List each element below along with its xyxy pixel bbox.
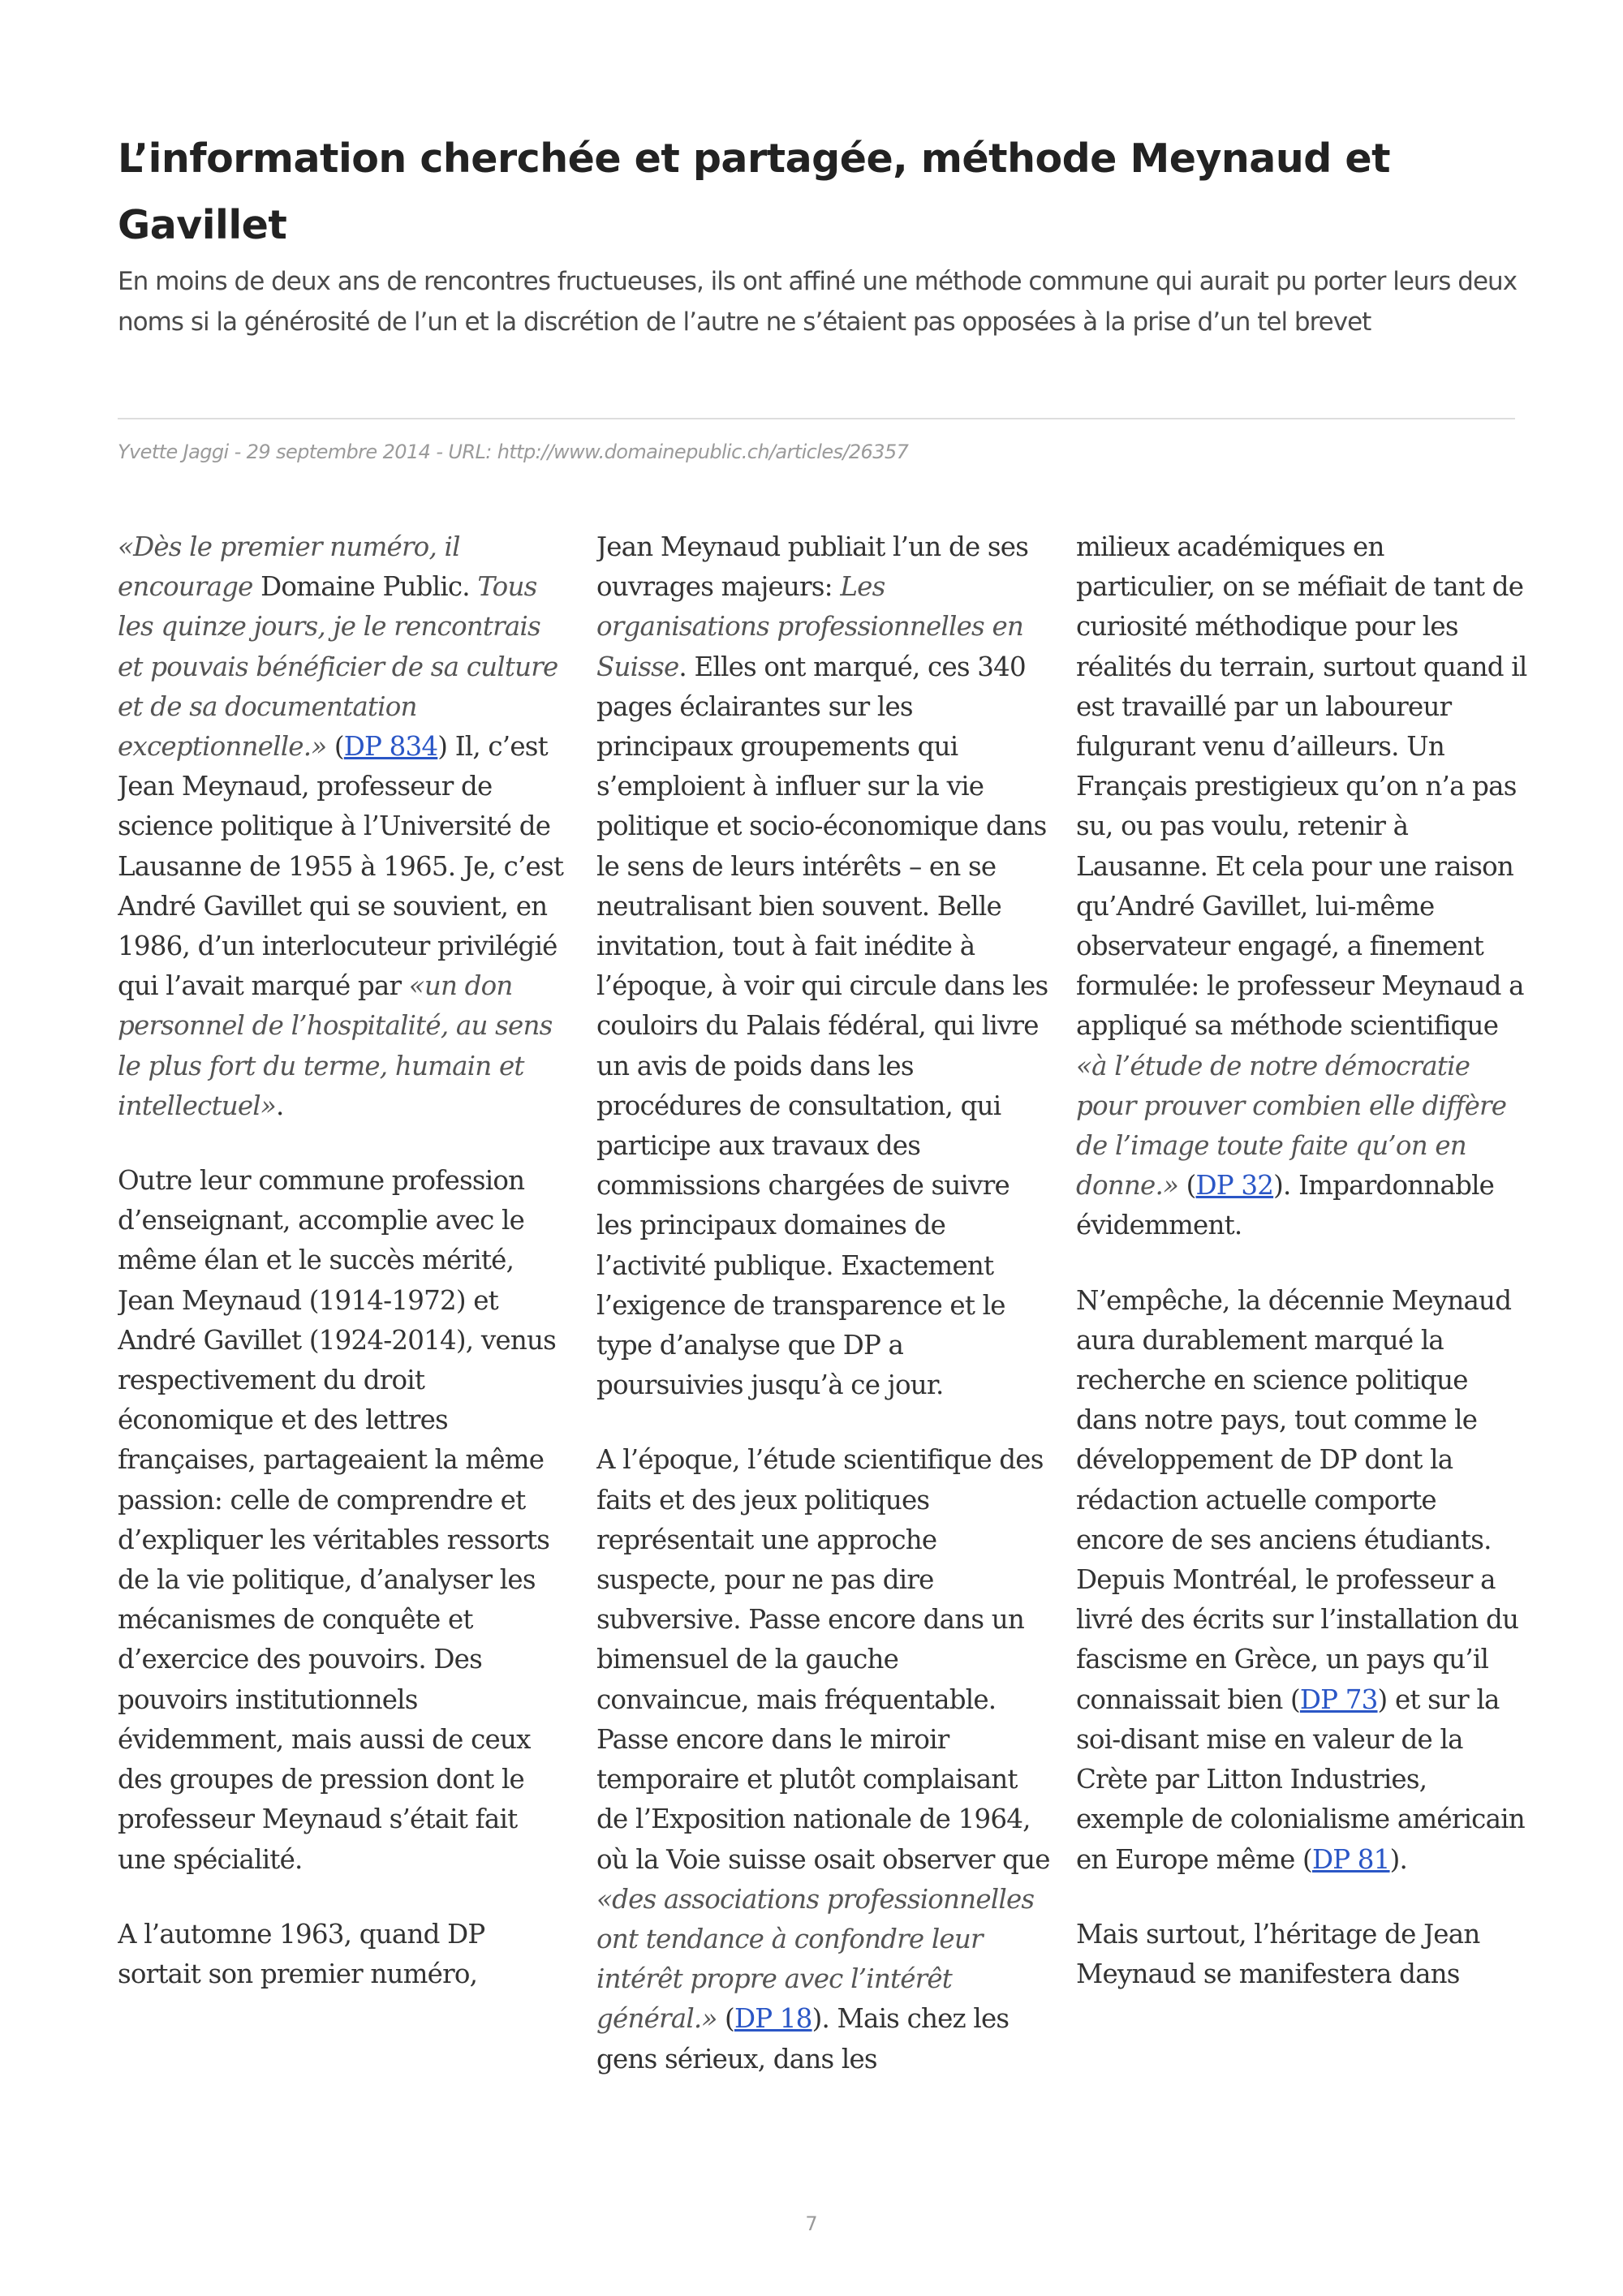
text-span: ). [1389, 1843, 1407, 1875]
text-span: ( [717, 2003, 734, 2035]
text-span: milieux académiques en particulier, on se méfiait de tant de curiosité méthodique pour les réalités du terrain, surtout quand il est travaillé par un laboureur fulgurant venu d’ailleurs. Un Français prestigieux qu’on n’a pas su, ou pas voulu, retenir à Lausanne. Et cela pour une raison qu’André Gavillet, lui-même observateur engagé, a finement formulée: le professeur Meynaud a appliqué sa méthode scientifique [1076, 531, 1527, 1042]
paragraph: A l’automne 1963, quand DP sortait son premier numéro, [118, 1918, 485, 1989]
text-column-2 [596, 527, 1051, 2158]
article-meta: Yvette Jaggi - 29 septembre 2014 - URL: http://www.domainepublic.ch/articles/26357 [118, 441, 909, 463]
text-span: Domaine Public. [252, 571, 478, 603]
paragraph [118, 527, 568, 1126]
quote: «à l’étude de notre démocratie pour prouver combien elle diffère de l’image toute faite qu’on en donne.» [1076, 1050, 1507, 1202]
dp-32-link[interactable]: DP 32 [1195, 1170, 1274, 1202]
book-title: Les organisations professionnelles en Suisse [596, 571, 1024, 682]
text-column-3 [1076, 527, 1530, 2158]
text-span: ) et sur la soi-disant mise en valeur de la Crète par Litton Industries, exemple de colonialisme américain en Europe même ( [1076, 1683, 1525, 1875]
page-number: 7 [805, 2212, 818, 2235]
text-span: ( [1178, 1170, 1196, 1202]
paragraph: Outre leur commune profession d’enseignant, accomplie avec le même élan et le succès mérité, Jean Meynaud (1914-1972) et André Gavillet (1924-2014), venus respectivement du droit économique et des lettres françaises, partageaient la même passion: celle de comprendre et d’expliquer les véritables ressorts de la vie politique, d’analyser les mécanismes de conquête et d’exercice des pouvoirs. Des pouvoirs institutionnels évidemment, mais aussi de ceux des groupes de pression dont le professeur Meynaud s’était fait une spécialité. [118, 1165, 556, 1875]
quote: «un don personnel de l’hospitalité, au sens le plus fort du terme, humain et intellectuel» [118, 970, 553, 1121]
text-span: N’empêche, la décennie Meynaud aura durablement marqué la recherche en science politique dans notre pays, tout comme le développement de DP dont la rédaction actuelle comporte encore de ses anciens étudiants. Depuis Montréal, le professeur a livré des écrits sur l’installation du fascisme en Grèce, un pays qu’il connaissait bien ( [1076, 1284, 1519, 1715]
article-lead: En moins de deux ans de rencontres fructueuses, ils ont affiné une méthode commune qui aurait pu porter leurs deux noms si la générosité de l’un et la discrétion de l’autre ne s’étaient pas opposées à la prise d’un tel brevet [118, 267, 1518, 337]
text-span: Jean Meynaud publiait l’un de ses ouvrages majeurs: [596, 531, 1029, 603]
paragraph [596, 527, 1051, 1405]
text-span: ). Mais chez les gens sérieux, dans les [596, 2003, 1010, 2075]
paragraph [1076, 1281, 1530, 1880]
article-title: L’information cherchée et partagée, méthode Meynaud et Gavillet [118, 135, 1391, 248]
text-span: A l’époque, l’étude scientifique des faits et des jeux politiques représentait une approche suspecte, pour ne pas dire subversive. Passe encore dans un bimensuel de la gauche convaincue, mais fréquentable. Passe encore dans le miroir temporaire et plutôt complaisant de l’Exposition nationale de 1964, où la Voie suisse osait observer que [596, 1444, 1050, 1875]
paragraph [596, 1440, 1051, 2079]
dp-81-link[interactable]: DP 81 [1311, 1843, 1390, 1875]
paragraph [1076, 527, 1530, 1246]
paragraph: Mais surtout, l’héritage de Jean Meynaud se manifestera dans [1076, 1918, 1480, 1989]
header-divider [118, 418, 1515, 419]
text-span: ). Impardonnable évidemment. [1076, 1170, 1495, 1241]
text-column-1 [118, 527, 568, 2158]
text-span: ( [326, 731, 344, 763]
quote: Tous les quinze jours, je le rencontrais et pouvais bénéficier de sa culture et de sa documentation exceptionnelle.» [118, 571, 558, 763]
text-span: ) Il, c’est Jean Meynaud, professeur de science politique à l’Université de Lausanne de 1955 à 1965. Je, c’est André Gavillet qui se souvient, en 1986, d’un interlocuteur privilégié qui l’avait marqué par [118, 731, 564, 1002]
dp-834-link[interactable]: DP 834 [343, 731, 438, 763]
quote: «des associations professionnelles ont tendance à confondre leur intérêt propre avec l’intérêt général.» [596, 1883, 1035, 2035]
quote: «Dès le premier numéro, il encourage [118, 531, 460, 603]
dp-73-link[interactable]: DP 73 [1299, 1683, 1378, 1715]
dp-18-link[interactable]: DP 18 [734, 2003, 812, 2035]
text-span: . [275, 1090, 284, 1121]
text-span: . Elles ont marqué, ces 340 pages éclairantes sur les principaux groupements qui s’emploient à influer sur la vie politique et socio-économique dans le sens de leurs intérêts – en se neutralisant bien souvent. Belle invitation, tout à fait inédite à l’époque, à voir qui circule dans les couloirs du Palais fédéral, qui livre un avis de poids dans les procédures de consultation, qui participe aux travaux des commissions chargées de suivre les principaux domaines de l’activité publique. Exactement l’exigence de transparence et le type d’analyse que DP a poursuivies jusqu’à ce jour. [596, 651, 1048, 1401]
